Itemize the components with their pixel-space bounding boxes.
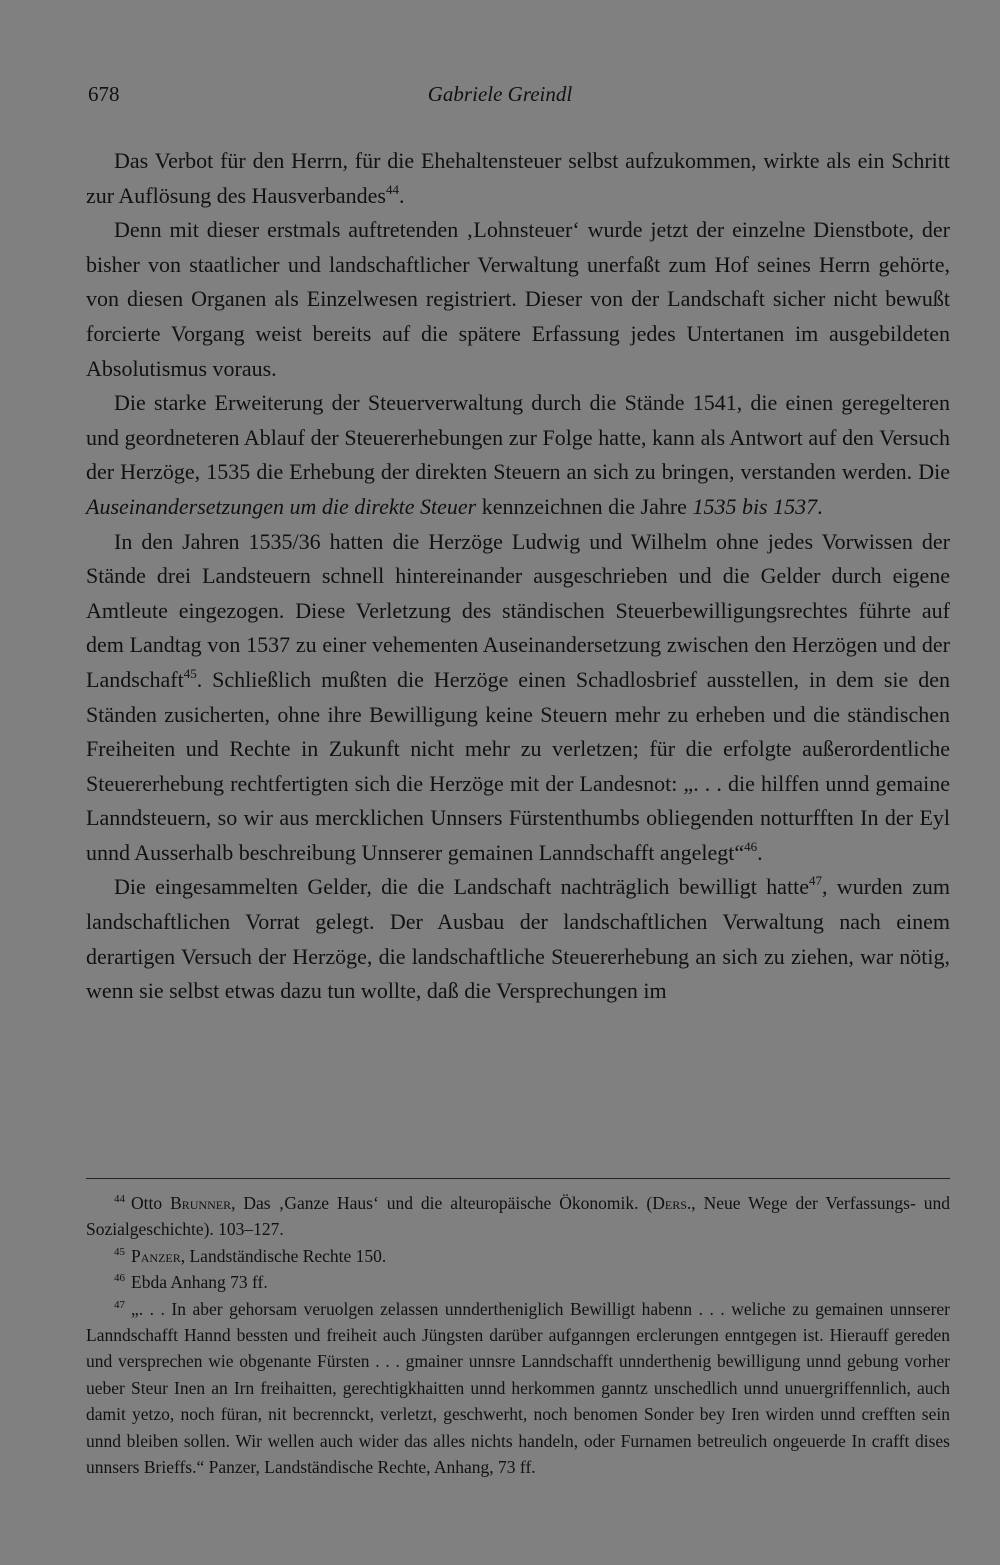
running-head: Gabriele Greindl: [427, 82, 573, 106]
paragraph-2: Denn mit dieser erstmals auftretenden ‚Lohnsteuer‘ wurde jetzt der einzelne Dienstbote, der bisher von staatlicher und landschaftlicher Verwaltung unerfaßt zum Hof seines Herrn gehörte, von diesen Organen als Einzelwesen registriert. Dieser von der Landschaft sicher nicht bewußt forcierte Vorgang weist bereits auf die spätere Erfassung jedes Untertanen im ausgebildeten Absolutismus voraus.: [86, 217, 950, 381]
footnote-text: , Landständische Rechte 150.: [180, 1245, 387, 1266]
paragraph-1: [86, 144, 950, 213]
footnote-text: Otto: [131, 1193, 171, 1213]
body-text: [86, 144, 950, 1009]
paragraph-1-text: Das Verbot für den Herrn, für die Ehehaltensteuer selbst aufzukommen, wirkte als ein Schritt zur Auflösung des Hausverbandes: [86, 148, 950, 208]
footnote-text: , Neue Wege der Verfassungs- und Sozialgeschichte). 103–127.: [86, 1193, 951, 1240]
footnote-separator: [86, 1178, 950, 1179]
footnote-45: [86, 1243, 950, 1269]
footnote-number: 47: [114, 1298, 125, 1311]
footnote-ref-46: 46: [744, 838, 758, 854]
footnote-47: [86, 1296, 950, 1481]
footnote-text: „. . . In aber gehorsam veruolgen zelassen unndertheniglich Bewilligt habenn . . . weliche zu gemainen unnserer Lanndschafft Hannd bessten und freiheit auch Jüngsten darüber aufganngen erclerungen enntgegen ist. Hierauff gereden und versprechen wie obgenante Fürsten . . . gmainer unnsre Lanndschafft unnderthenig bewilligung unnd gebung vorher ueber Steur Inen an Irn freihaitten, gerechtigkhaitten unnd herkommen ganntz unschedlich unnd unuergriffennlich, auch damit yetzo, noch füran, nit becrennckt, verletzt, geschwerht, noch benomen Sonder bey Iren wirden unnd crefften sein unnd bleiben sollen. Wir wellen auch wider das alles nichts handeln, oder Furnamen betreulich ongeuerde In crafft dises unnsers Brieffs.“ Panzer, Landständische Rechte, Anhang, 73 ff.: [86, 1298, 950, 1478]
paragraph-3-end: .: [817, 493, 823, 519]
footnote-ref-44: 44: [386, 181, 399, 197]
paragraph-5: [86, 870, 950, 1008]
footnote-ref-47: 47: [808, 873, 822, 889]
footnote-46: [86, 1269, 950, 1295]
footnote-author: Ders.: [652, 1193, 692, 1213]
paragraph-3-text-2: kennzeichnen die Jahre: [476, 493, 693, 519]
paragraph-5-text-2: , wurden zum landschaftlichen Vorrat gelegt. Der Ausbau der landschaftlichen Verwaltung nach einem derartigen Versuch der Herzöge, die landschaftliche Steuererhebung an sich zu ziehen, war nötig, wenn sie selbst etwas dazu tun wollte, daß die Versprechungen im: [86, 874, 950, 1004]
footnote-number: 44: [114, 1193, 125, 1205]
paragraph-4-text: In den Jahren 1535/36 hatten die Herzöge Ludwig und Wilhelm ohne jedes Vorwissen der Stände drei Landsteuern schnell hintereinander ausgeschrieben und die Gelder durch eigene Amtleute eingezogen. Diese Verletzung des ständischen Steuerbewilligungsrechtes führte auf dem Landtag von 1537 zu einer vehementen Auseinandersetzung zwischen den Herzögen und der Landschaft: [86, 528, 950, 692]
footnote-number: 45: [114, 1245, 125, 1258]
paragraph-1-end: .: [399, 182, 405, 208]
page-number: 678: [88, 82, 120, 106]
paragraph-3: [86, 386, 950, 524]
paragraph-3-emphasis-years: 1535 bis 1537: [692, 493, 818, 519]
paragraph-3-text: Die starke Erweiterung der Steuerverwaltung durch die Stände 1541, die einen geregelteren und geordneteren Ablauf der Steuererhebungen zur Folge hatte, kann als Antwort auf den Versuch der Herzöge, 1535 die Erhebung der direkten Steuern an sich zu bringen, verstanden werden. Die: [86, 390, 950, 485]
footnote-text: Ebda Anhang 73 ff.: [131, 1272, 268, 1293]
footnote-ref-45: 45: [183, 665, 197, 681]
footnote-author: Brunner: [170, 1193, 232, 1213]
footnote-author: Panzer: [131, 1245, 181, 1266]
paragraph-5-text: Die eingesammelten Gelder, die die Landschaft nachträglich bewilligt hatte: [114, 874, 809, 900]
footnotes: [86, 1190, 950, 1480]
footnote-number: 46: [114, 1272, 125, 1285]
paragraph-4-end: .: [757, 839, 763, 865]
footnote-text: , Das ‚Ganze Haus‘ und die alteuropäische Ökonomik. (: [231, 1193, 653, 1213]
paragraph-3-emphasis-topic: Auseinandersetzungen um die direkte Steuer: [86, 493, 477, 519]
paragraph-4: [86, 525, 950, 871]
page-header: [88, 82, 912, 116]
paragraph-4-text-2: . Schließlich mußten die Herzöge einen Schadlosbrief ausstellen, in dem sie den Ständen zusicherten, ohne ihre Bewilligung keine Steuern mehr zu erheben und die ständischen Freiheiten und Rechte in Zukunft nicht mehr zu verletzen; für die erfolgte außerordentliche Steuererhebung rechtfertigten sich die Herzöge mit der Landesnot: „. . . die hilffen unnd gemaine Lanndsteuern, so wir aus mercklichen Unnsers Fürstenthumbs obliegenden notturfften In der Eyl unnd Ausserhalb beschreibung Unnserer gemainen Lanndschafft angelegt“: [86, 666, 950, 865]
footnote-44: [86, 1190, 950, 1243]
